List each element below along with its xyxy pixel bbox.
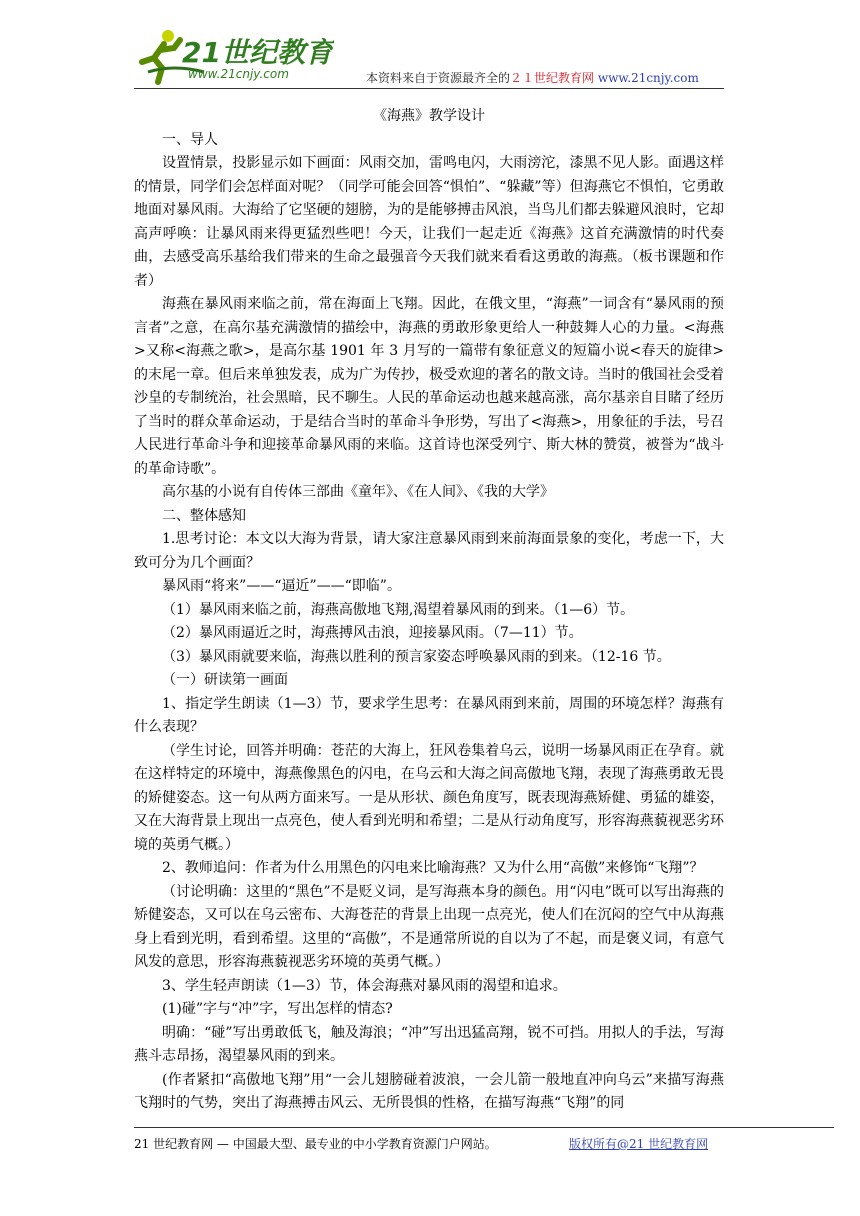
paragraph: 海燕在暴风雨来临之前，常在海面上飞翔。因此，在俄文里，“海燕”一词含有“暴风雨的预言者”之意，在高尔基充满激情的描绘中，海燕的勇敢形象更给人一种鼓舞人心的力量。<海燕>又称<海燕之歌>，是高尔基 1901 年 3 月写的一篇带有象征意义的短篇小说<春天的旋律>的末尾一章。但后来单独发表，成为广为传抄，极受欢迎的著名的散文诗。当时的俄国社会受着沙皇的专制统治，社会黑暗，民不聊生。人民的革命运动也越来越高涨，高尔基亲自目睹了经历了当时的群众革命运动，于是结合当时的革命斗争形势，写出了<海燕>，用象征的手法，号召人民进行革命斗争和迎接革命暴风雨的来临。这首诗也深受列宁、斯大林的赞赏，被誉为“战斗的革命诗歌”。	[134, 296, 724, 477]
document-title: 《海燕》教学设计	[373, 108, 485, 124]
paragraph: 1、指定学生朗读（1—3）节，要求学生思考：在暴风雨到来前，周围的环境怎样？海燕有什么表现？	[134, 695, 724, 735]
subsection-heading: （一）研读第一画面	[162, 672, 288, 688]
paragraph: 设置情景，投影显示如下画面：风雨交加，雷鸣电闪，大雨滂沱，漆黑不见人影。面遇这样的情景，同学们会怎样面对呢？（同学可能会回答“惧怕”、“躲藏”等）但海燕它不惧怕，它勇敢地面对暴风雨。大海给了它坚硬的翅膀，为的是能够搏击风浪，当鸟儿们都去躲避风浪时，它却高声呼唤：让暴风雨来得更猛烈些吧！今天，让我们一起走近《海燕》这首充满激情的时代奏曲，去感受高乐基给我们带来的生命之最强音今天我们就来看看这勇敢的海燕。（板书课题和作者）	[134, 155, 724, 289]
logo-url: www.21cnjy.com	[188, 67, 289, 81]
paragraph: 高尔基的小说有自传体三部曲《童年》、《在人间》、《我的大学》	[162, 484, 554, 500]
document-body	[134, 105, 724, 1116]
header-note-prefix: 本资料来自于资源最齐全的	[366, 71, 511, 85]
paragraph: 2、教师追问：作者为什么用黑色的闪电来比喻海燕？又为什么用“高傲”来修饰“飞翔”？	[162, 860, 704, 876]
paragraph: 明确：“碰”写出勇敢低飞，触及海浪；“冲”写出迅猛高翔，锐不可挡。用拟人的手法，写海燕斗志昂扬，渴望暴风雨的到来。	[134, 1024, 724, 1064]
header-note-site[interactable]: ２１世纪教育网	[510, 71, 595, 85]
paragraph: 1.思考讨论：本文以大海为背景，请大家注意暴风雨到来前海面景象的变化，考虑一下，大致可分为几个画面？	[134, 531, 724, 571]
header-note	[366, 69, 699, 86]
page-header	[134, 28, 724, 88]
list-item: （1）暴风雨来临之前，海燕高傲地飞翔,渴望着暴风雨的到来。（1—6）节。	[162, 601, 635, 618]
section-heading: 一、导人	[162, 131, 218, 148]
paragraph: （学生讨论，回答并明确：苍茫的大海上，狂风卷集着乌云，说明一场暴风雨正在孕育。就在这样特定的环境中，海燕像黑色的闪电，在乌云和大海之间高傲地飞翔，表现了海燕勇敢无畏的矫健姿态。这一句从两方面来写。一是从形状、颜色角度写，既表现海燕矫健、勇猛的雄姿，又在大海背景上现出一点亮色，使人看到光明和希望；二是从行动角度写，形容海燕藐视恶劣环境的英勇气概。）	[134, 742, 724, 853]
footer-text: 21 世纪教育网 — 中国最大型、最专业的中小学教育资源门户网站。	[134, 1137, 497, 1151]
copyright-link[interactable]: 版权所有@21 世纪教育网	[569, 1137, 709, 1151]
section-heading: 二、整体感知	[162, 507, 246, 524]
footer-divider	[134, 1127, 834, 1128]
logo-text: 21世纪教育	[182, 36, 333, 69]
paragraph: 3、学生轻声朗读（1—3）节，体会海燕对暴风雨的渴望和追求。	[162, 977, 567, 994]
paragraph: (作者紧扣“高傲地飞翔”用“一会儿翅膀碰着波浪，一会儿箭一般地直冲向乌云”来描写海燕飞翔时的气势，突出了海燕搏击风云、无所畏惧的性格，在描写海燕“飞翔”的同	[134, 1071, 724, 1111]
site-logo	[134, 28, 334, 86]
page-footer	[134, 1135, 734, 1152]
paragraph: (1)碰”字与“冲”字，写出怎样的情态?	[162, 1001, 393, 1017]
list-item: （3）暴风雨就要来临，海燕以胜利的预言家姿态呼唤暴风雨的到来。（12-16 节。	[162, 648, 671, 665]
paragraph: 暴风雨“将来”——“逼近”——“即临”。	[162, 578, 401, 594]
header-note-url[interactable]: www.21cnjy.com	[597, 71, 699, 85]
list-item: （2）暴风雨逼近之时，海燕搏风击浪，迎接暴风雨。（7—11）节。	[162, 625, 583, 641]
paragraph: （讨论明确：这里的“黑色”不是贬义词，是写海燕本身的颜色。用“闪电”既可以写出海燕的矫健姿态，又可以在乌云密布、大海苍茫的背景上出现一点亮光，使人们在沉闷的空气中从海燕身上看到光明，看到希望。这里的“高傲”，不是通常所说的自以为了不起，而是褒义词，有意气风发的意思，形容海燕藐视恶劣环境的英勇气概。）	[134, 883, 724, 970]
header-divider	[134, 88, 724, 89]
